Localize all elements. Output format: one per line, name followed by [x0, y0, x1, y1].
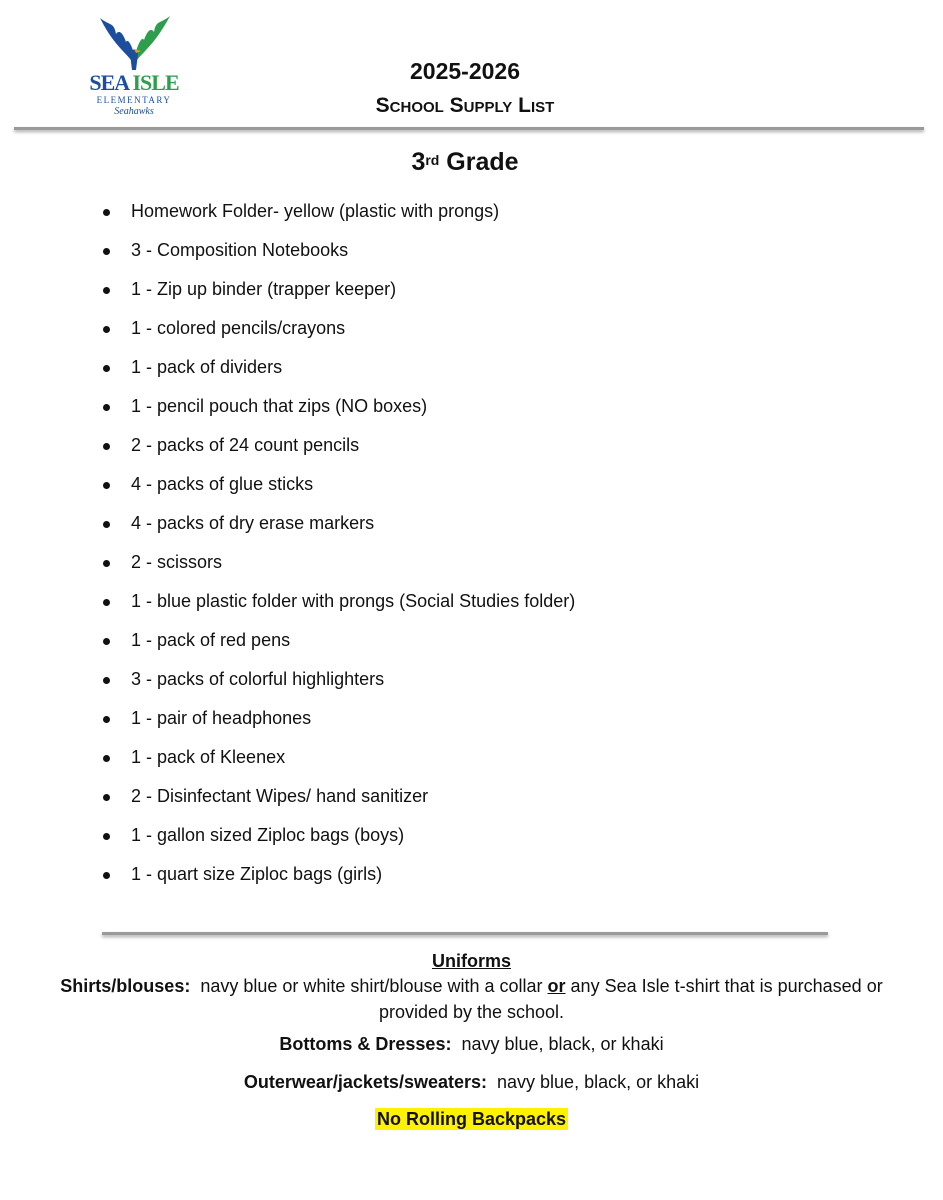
- supply-item: 4 - packs of glue sticks: [0, 465, 943, 504]
- school-logo: [82, 12, 186, 117]
- supply-item: 1 - quart size Ziploc bags (girls): [0, 855, 943, 894]
- supply-list: [0, 192, 943, 894]
- shirts-text-2: any Sea Isle t-shirt that is purchased or provided by the school.: [378, 976, 883, 1022]
- supply-item: 1 - colored pencils/crayons: [0, 309, 943, 348]
- grade-label: Grade: [446, 148, 519, 176]
- supply-item: 2 - packs of 24 count pencils: [0, 426, 943, 465]
- outerwear-label: Outerwear/jackets/sweaters:: [243, 1072, 487, 1092]
- outerwear-text: navy blue, black, or khaki: [497, 1072, 700, 1092]
- logo-isle: ISLE: [132, 70, 179, 95]
- logo-sea: SEA: [89, 70, 128, 95]
- logo-mascot: Seahawks: [114, 106, 154, 117]
- logo-wordmark: [82, 72, 186, 94]
- supply-item: 3 - Composition Notebooks: [0, 231, 943, 270]
- seahawk-icon: [90, 12, 178, 72]
- page-title: School Supply List: [375, 94, 555, 117]
- bottoms-text: navy blue, black, or khaki: [461, 1034, 664, 1054]
- uniforms-divider: [102, 932, 828, 935]
- logo-subtitle: ELEMENTARY: [96, 95, 172, 105]
- supply-item: 1 - pack of red pens: [0, 621, 943, 660]
- shirts-text-1: navy blue or white shirt/blouse with a collar: [200, 976, 543, 996]
- supply-item: 1 - pencil pouch that zips (NO boxes): [0, 387, 943, 426]
- supply-item: 1 - gallon sized Ziploc bags (boys): [0, 816, 943, 855]
- supply-item: 1 - pack of dividers: [0, 348, 943, 387]
- no-rolling-backpacks: No Rolling Backpacks: [376, 1109, 567, 1129]
- grade-suffix: rd: [425, 152, 440, 168]
- shirts-label: Shirts/blouses:: [60, 976, 191, 996]
- bottoms-policy: [0, 1031, 943, 1057]
- outerwear-policy: [0, 1069, 943, 1095]
- uniforms-title: Uniforms: [431, 951, 511, 971]
- supply-item: 2 - Disinfectant Wipes/ hand sanitizer: [0, 777, 943, 816]
- supply-item: 1 - pack of Kleenex: [0, 738, 943, 777]
- supply-item: Homework Folder- yellow (plastic with prongs): [0, 192, 943, 231]
- shirts-or: or: [547, 976, 566, 996]
- school-year: 2025-2026: [410, 58, 520, 84]
- bottoms-label: Bottoms & Dresses:: [279, 1034, 452, 1054]
- supply-item: 3 - packs of colorful highlighters: [0, 660, 943, 699]
- supply-item: 1 - pair of headphones: [0, 699, 943, 738]
- supply-item: 2 - scissors: [0, 543, 943, 582]
- supply-item: 4 - packs of dry erase markers: [0, 504, 943, 543]
- backpack-notice: [0, 1106, 943, 1132]
- header-divider: [14, 127, 924, 130]
- supply-item: 1 - blue plastic folder with prongs (Social Studies folder): [0, 582, 943, 621]
- grade-heading: [300, 147, 630, 177]
- shirts-policy: [60, 973, 883, 1025]
- supply-item: 1 - Zip up binder (trapper keeper): [0, 270, 943, 309]
- grade-number: 3: [411, 148, 426, 176]
